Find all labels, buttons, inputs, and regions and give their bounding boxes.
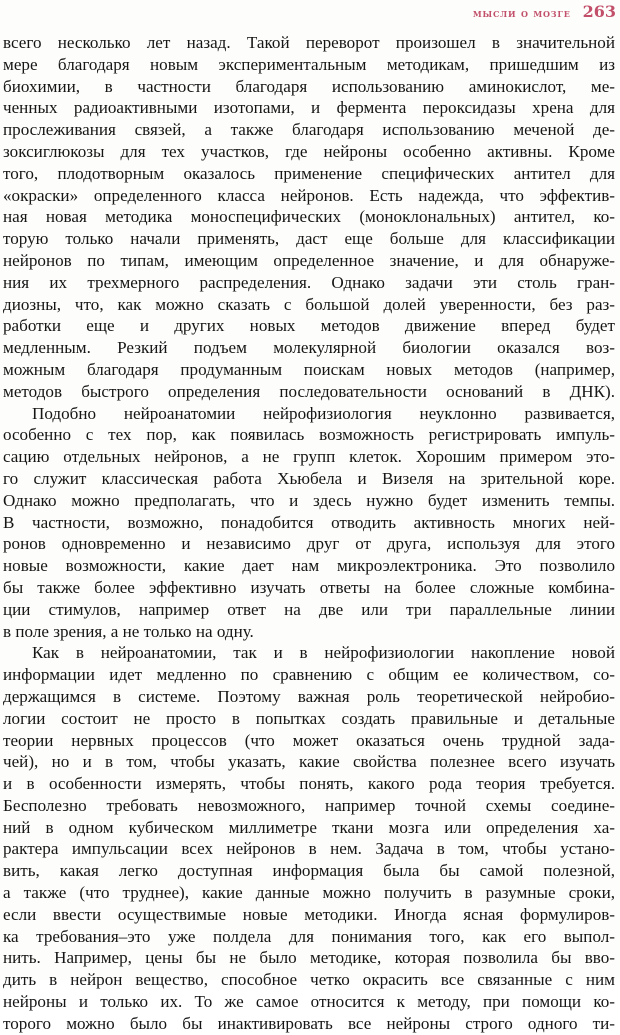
text-line: ронов одновременно и независимо друг от друга, используя для этого	[3, 534, 615, 554]
text-line: торую только начали применять, даст еще больше для классификации	[3, 229, 615, 249]
text-line: бы также более эффективно изучать ответы на более сложные комбина-	[3, 577, 615, 597]
text-line: информации идет медленно по сравнению с общим ее количеством, со-	[3, 665, 615, 685]
text-line: дить в нейрон вещество, способное четко окрасить все связанные с ним	[3, 970, 615, 990]
text-line: зоксиглюкозы для тех участков, где нейроны особенно активны. Кроме	[3, 141, 615, 161]
text-line: диозны, что, как можно сказать с большой долей уверенности, без раз-	[3, 294, 615, 314]
text-line: рактера импульсации всех нейронов в нем. Задача в том, чтобы устано-	[3, 839, 615, 859]
text-line: Подобно нейроанатомии нейрофизиология неуклонно развивается,	[32, 403, 615, 423]
text-line: можным благодаря продуманным поискам новых методов (например,	[3, 359, 615, 379]
text-line: торого можно было бы инактивировать все нейроны строго одного ти-	[3, 1013, 615, 1033]
text-line: ний в одном кубическом миллиметре ткани мозга или определения ха-	[3, 817, 615, 837]
text-line: нейронов по типам, имеющим определенное значение, и для обнаруже-	[3, 250, 615, 270]
text-line: ченных радиоактивными изотопами, и фермента пероксидазы хрена для	[3, 98, 615, 118]
text-line: вить, какая легко доступная информация была бы самой полезной,	[3, 861, 615, 881]
text-line: если ввести осуществимые новые методики. Иногда ясная формулиров-	[3, 904, 615, 924]
text-line: ка требования–это уже полдела для понимания того, как его выпол-	[3, 926, 615, 946]
text-line: Как в нейроанатомии, так и в нейрофизиологии накопление новой	[32, 643, 615, 663]
page-number: 263	[582, 2, 616, 21]
text-line: ная новая методика моноспецифических (моноклональных) антител, ко-	[3, 207, 615, 227]
text-line: нить. Например, цены бы не было методике, которая позволила бы вво-	[3, 948, 615, 968]
text-line: чей), но и в том, чтобы указать, какие свойства полезнее всего изучать	[3, 752, 615, 772]
text-line: биохимии, в частности благодаря использованию аминокислот, ме-	[3, 76, 615, 96]
text-line: того, плодотворным оказалось применение специфических антител для	[3, 163, 615, 183]
text-line: прослеживания связей, а также благодаря использованию меченой де-	[3, 120, 615, 140]
text-line: го служит классическая работа Хьюбела и Визеля на зрительной коре.	[3, 468, 615, 488]
text-line: ции стимулов, например ответ на две или три параллельные линии	[3, 599, 615, 619]
paragraph-3	[3, 642, 615, 1034]
text-line: теории нервных процессов (что может оказаться очень трудной зада-	[3, 730, 615, 750]
text-line: новые возможности, какие дает нам микроэлектроника. Это позволило	[3, 556, 615, 576]
text-line: В частности, возможно, понадобится отводить активность многих ней-	[3, 512, 615, 532]
text-line: нейроны и только их. То же самое относится к методу, при помощи ко-	[3, 992, 615, 1012]
text-line: всего несколько лет назад. Такой переворот произошел в значительной	[3, 33, 615, 52]
running-head	[473, 2, 616, 24]
text-line: сацию отдельных нейронов, а не групп клеток. Хорошим примером это-	[3, 447, 615, 467]
text-line: мере благодаря новым экспериментальным методикам, пришедшим из	[3, 54, 615, 74]
body-text	[3, 32, 615, 1035]
text-line: Однако можно предполагать, что и здесь нужно будет изменить темпы.	[3, 490, 615, 510]
text-line: ния их трехмерного распределения. Однако задачи эти столь гран-	[3, 272, 615, 292]
running-title: мысли о мозге	[472, 7, 571, 20]
text-line: а также (что труднее), какие данные можно получить в разумные сроки,	[3, 883, 615, 903]
text-line: и в особенности измерять, чтобы понять, какого рода теория требуется.	[3, 774, 615, 794]
text-line: держащимся в системе. Поэтому важная роль теоретической нейробио-	[3, 686, 615, 706]
text-line: Бесполезно требовать невозможного, например точной схемы соедине-	[3, 795, 615, 815]
paragraph-1	[3, 32, 615, 403]
text-line: особенно с тех пор, как появилась возможность регистрировать импуль-	[3, 425, 615, 445]
text-line: работки еще и других новых методов движение вперед будет	[3, 316, 615, 336]
text-line: медленным. Резкий подъем молекулярной биологии оказался воз-	[3, 338, 615, 358]
paragraph-2	[3, 403, 615, 643]
text-line: «окраски» определенного класса нейронов. Есть надежда, что эффектив-	[3, 185, 615, 205]
text-line: методов быстрого определения последовательности оснований в ДНК).	[3, 381, 615, 401]
text-line: в поле зрения, а не только на одну.	[3, 621, 254, 641]
text-line: логии состоит не просто в попытках создать правильные и детальные	[3, 708, 615, 728]
